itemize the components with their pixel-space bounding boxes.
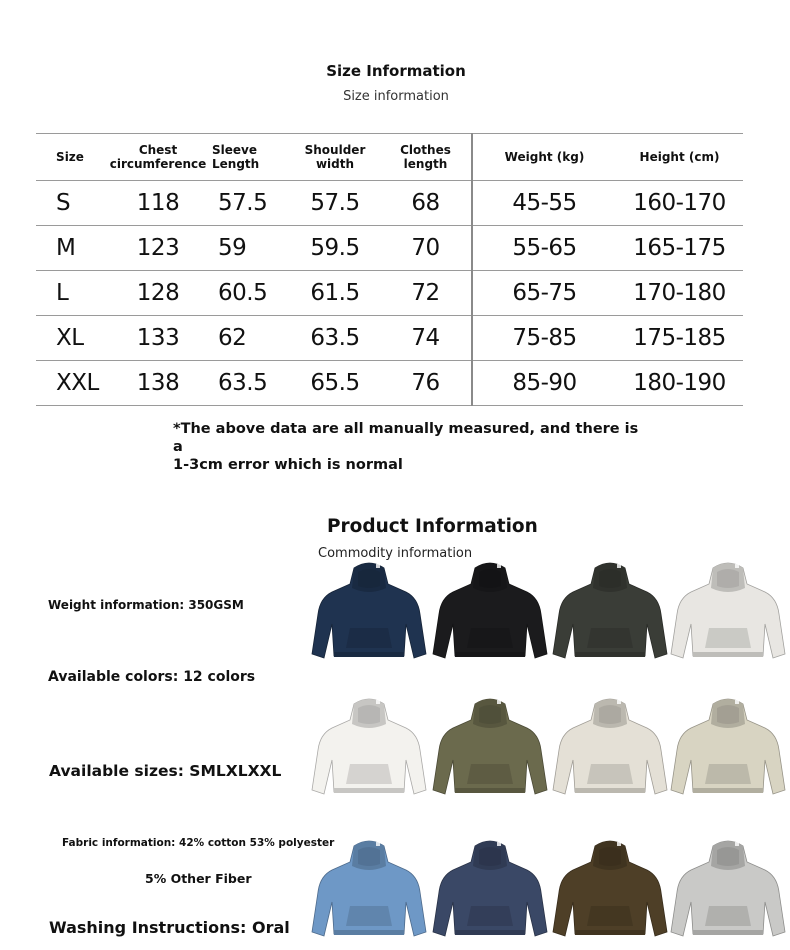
cell-shoulder: 63.5: [310, 325, 360, 351]
hoodie-swatch-image: [310, 836, 428, 944]
cell-height: 160-170: [633, 190, 726, 216]
cell-size: M: [56, 235, 76, 261]
table-row: [36, 181, 743, 226]
table-row: [36, 316, 743, 361]
cell-height: 170-180: [633, 280, 726, 306]
measurement-note: [173, 420, 653, 474]
cell-clothes: 68: [411, 190, 440, 216]
cell-sleeve: 60.5: [218, 280, 268, 306]
cell-shoulder: 57.5: [310, 190, 360, 216]
table-row: [36, 271, 743, 316]
hoodie-swatch-image: [669, 558, 787, 666]
cell-chest: 133: [136, 325, 180, 351]
hoodie-swatch-image: [669, 836, 787, 944]
cell-clothes: 74: [411, 325, 440, 351]
header-shoulder: Shoulder width: [304, 143, 366, 171]
header-height: Height (cm): [639, 150, 720, 164]
size-info-subtitle: Size information: [343, 89, 449, 104]
size-info-title: Size Information: [326, 62, 466, 80]
hoodie-swatch-image: [431, 694, 549, 802]
cell-chest: 128: [136, 280, 180, 306]
cell-height: 175-185: [633, 325, 726, 351]
cell-shoulder: 61.5: [310, 280, 360, 306]
weight-info: Weight information: 350GSM: [48, 598, 244, 612]
sizes-info: Available sizes: SMLXLXXL: [49, 762, 282, 780]
cell-size: XXL: [56, 370, 99, 396]
fabric-info: Fabric information: 42% cotton 53% polyester: [62, 837, 335, 849]
cell-shoulder: 65.5: [310, 370, 360, 396]
hoodie-swatch-image: [431, 836, 549, 944]
cell-shoulder: 59.5: [310, 235, 360, 261]
cell-sleeve: 59: [218, 235, 247, 261]
hoodie-swatch-image: [431, 558, 549, 666]
cell-sleeve: 63.5: [218, 370, 268, 396]
cell-weight: 85-90: [472, 361, 616, 406]
cell-sleeve: 57.5: [218, 190, 268, 216]
cell-sleeve: 62: [218, 325, 247, 351]
cell-size: XL: [56, 325, 84, 351]
cell-height: 165-175: [633, 235, 726, 261]
cell-weight: 65-75: [472, 271, 616, 316]
cell-clothes: 76: [411, 370, 440, 396]
hoodie-swatch-image: [669, 694, 787, 802]
hoodie-swatch-image: [310, 694, 428, 802]
header-weight: Weight (kg): [472, 134, 616, 181]
product-info-title: Product Information: [327, 516, 538, 537]
cell-weight: 75-85: [472, 316, 616, 361]
header-sleeve: Sleeve Length: [212, 143, 260, 171]
cell-chest: 123: [136, 235, 180, 261]
size-table-header-row: [36, 134, 743, 181]
colors-info: Available colors: 12 colors: [48, 669, 256, 685]
header-clothes: Clothes length: [400, 143, 451, 171]
cell-clothes: 70: [411, 235, 440, 261]
hoodie-swatch-image: [551, 694, 669, 802]
cell-size: L: [56, 280, 69, 306]
cell-height: 180-190: [633, 370, 726, 396]
cell-chest: 138: [136, 370, 180, 396]
hoodie-swatch-image: [551, 558, 669, 666]
table-row: [36, 361, 743, 406]
product-info-subtitle: Commodity information: [318, 546, 473, 561]
size-table: [36, 133, 743, 406]
cell-size: S: [56, 190, 71, 216]
washing-info: Washing Instructions: Oral: [49, 918, 290, 937]
header-size: Size: [56, 150, 84, 164]
note-line-1: *The above data are all manually measured, and there is a: [173, 421, 639, 455]
cell-clothes: 72: [411, 280, 440, 306]
cell-weight: 45-55: [472, 181, 616, 226]
cell-weight: 55-65: [472, 226, 616, 271]
hoodie-swatch-image: [551, 836, 669, 944]
table-row: [36, 226, 743, 271]
note-line-2: 1-3cm error which is normal: [173, 457, 403, 473]
fiber-info: 5% Other Fiber: [145, 871, 252, 886]
hoodie-swatch-image: [310, 558, 428, 666]
cell-chest: 118: [136, 190, 180, 216]
header-chest: Chest circumference: [109, 143, 207, 171]
